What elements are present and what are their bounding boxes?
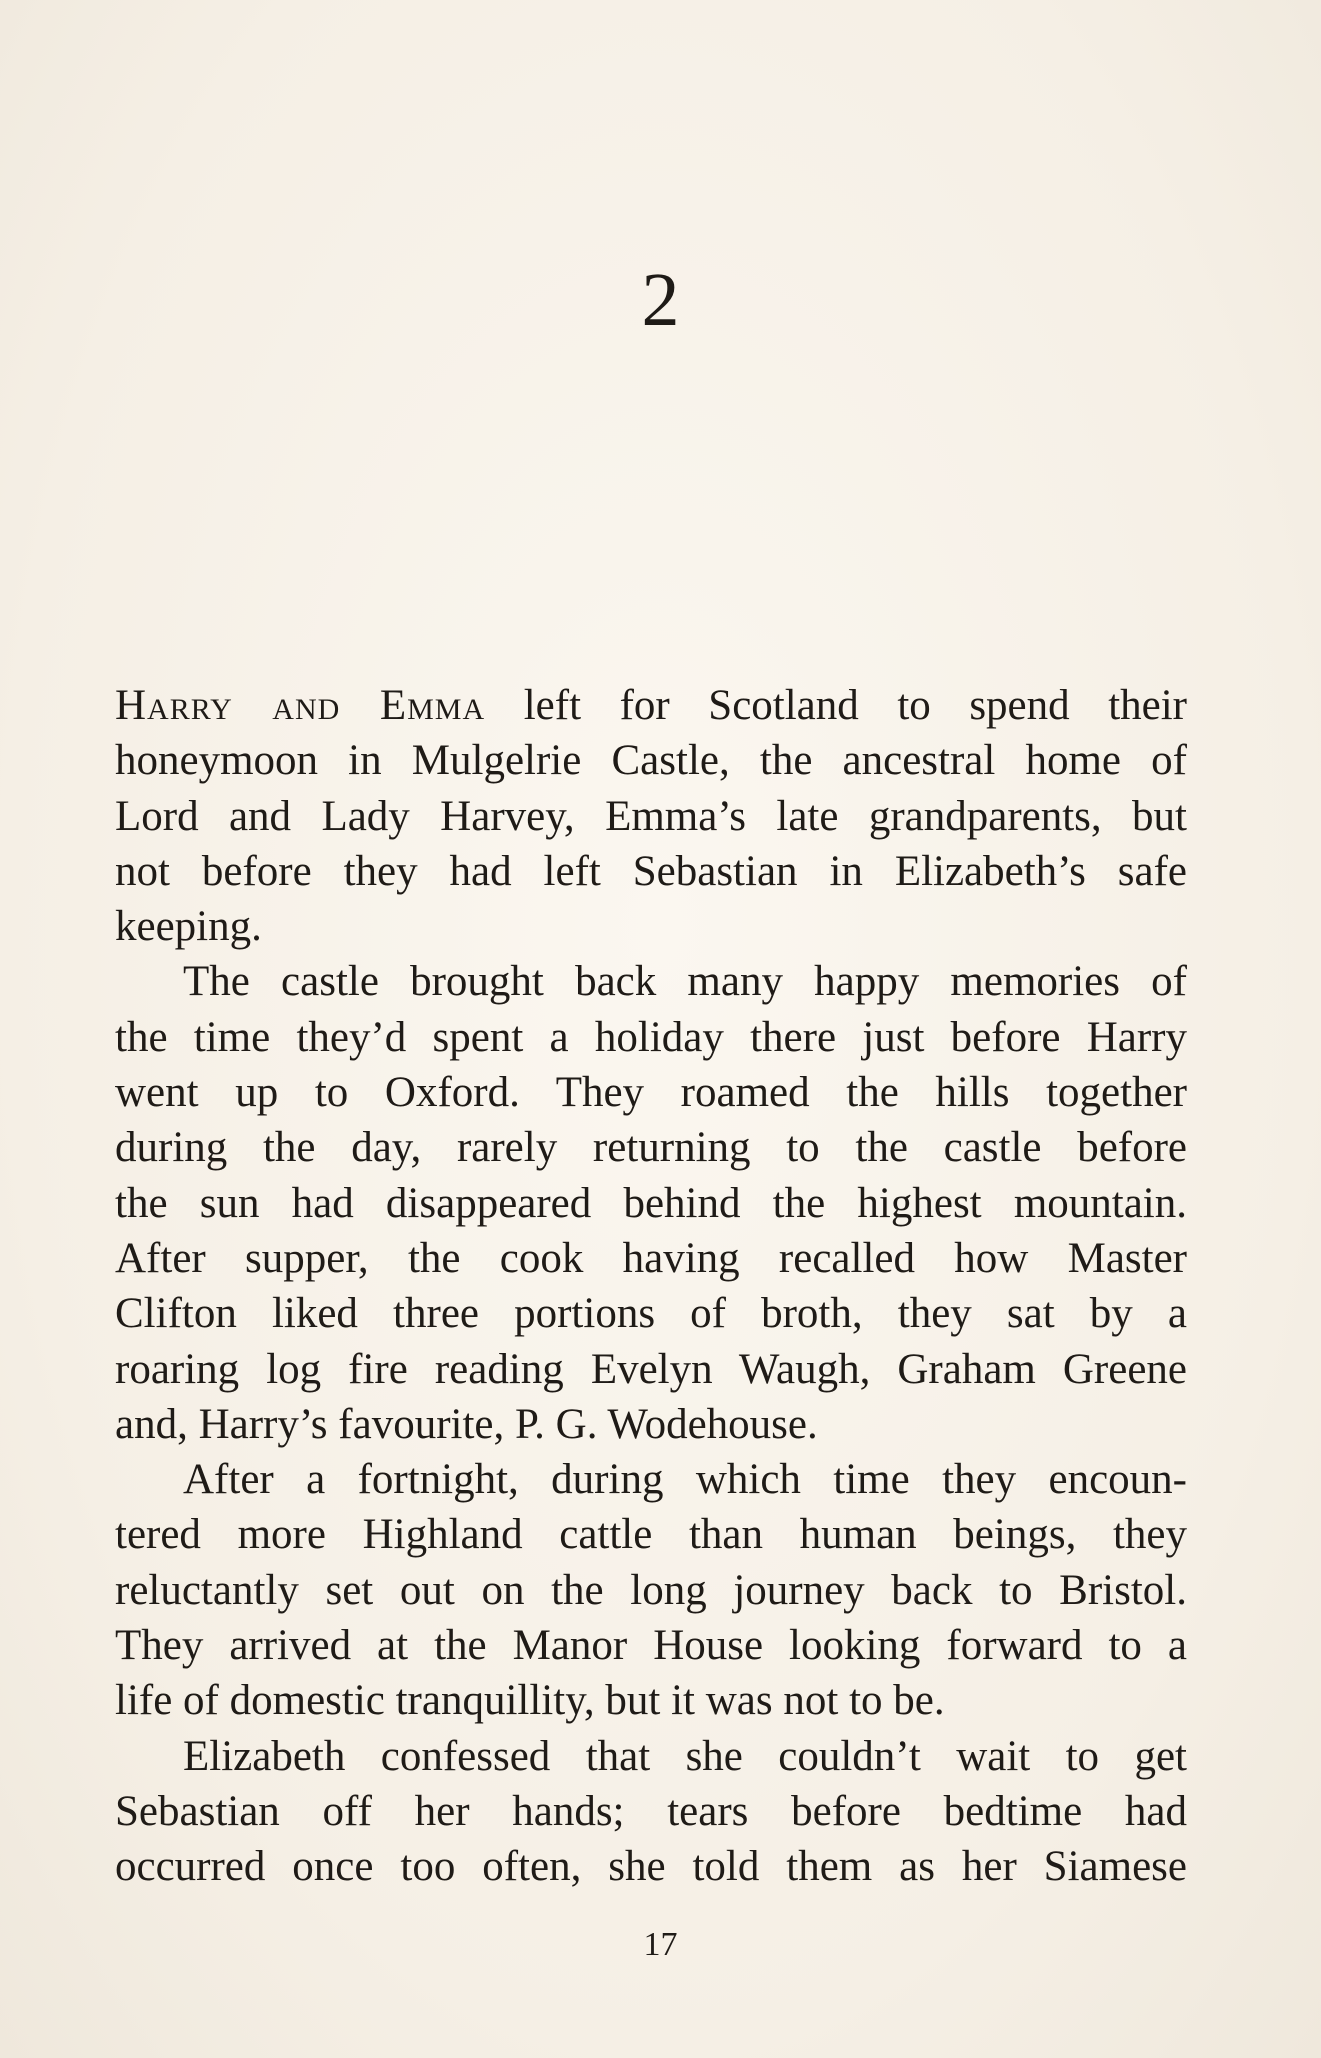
opening-small-caps: Harry and Emma	[115, 682, 486, 729]
text-line: honeymoon in Mulgelrie Castle, the ancestral home of	[115, 737, 1187, 785]
text-line: roaring log fire reading Evelyn Waugh, Graham Greene	[115, 1345, 1187, 1393]
text-line: occurred once too often, she told them as her Siamese	[115, 1843, 1187, 1891]
text-line: the sun had disappeared behind the highest mountain.	[115, 1179, 1187, 1227]
text-line: After supper, the cook having recalled how Master	[115, 1234, 1187, 1282]
text-line: After a fortnight, during which time they encoun-	[183, 1456, 1187, 1504]
text-line: Harry and Emma left for Scotland to spend their	[115, 682, 1187, 729]
text-line: Sebastian off her hands; tears before bedtime had	[115, 1787, 1187, 1835]
body-text	[115, 678, 1187, 1895]
text-line: keeping.	[115, 903, 262, 951]
text-line: Clifton liked three portions of broth, they sat by a	[115, 1290, 1187, 1338]
text-line: not before they had left Sebastian in Elizabeth’s safe	[115, 847, 1187, 895]
text-line: life of domestic tranquillity, but it was not to be.	[115, 1677, 945, 1725]
chapter-number: 2	[641, 258, 680, 342]
text-line: The castle brought back many happy memories of	[183, 958, 1187, 1006]
text-line: tered more Highland cattle than human beings, they	[115, 1511, 1187, 1559]
text-line: Lord and Lady Harvey, Emma’s late grandparents, but	[115, 792, 1187, 840]
text-line: and, Harry’s favourite, P. G. Wodehouse.	[115, 1400, 818, 1448]
page-number: 17	[643, 1926, 678, 1963]
text-line: went up to Oxford. They roamed the hills together	[115, 1069, 1187, 1117]
text-line: the time they’d spent a holiday there just before Harry	[115, 1013, 1187, 1061]
text-line: Elizabeth confessed that she couldn’t wait to get	[183, 1732, 1187, 1780]
text-line: They arrived at the Manor House looking forward to a	[115, 1622, 1187, 1670]
text-line: reluctantly set out on the long journey back to Bristol.	[115, 1566, 1187, 1614]
text-line: during the day, rarely returning to the castle before	[115, 1124, 1187, 1172]
